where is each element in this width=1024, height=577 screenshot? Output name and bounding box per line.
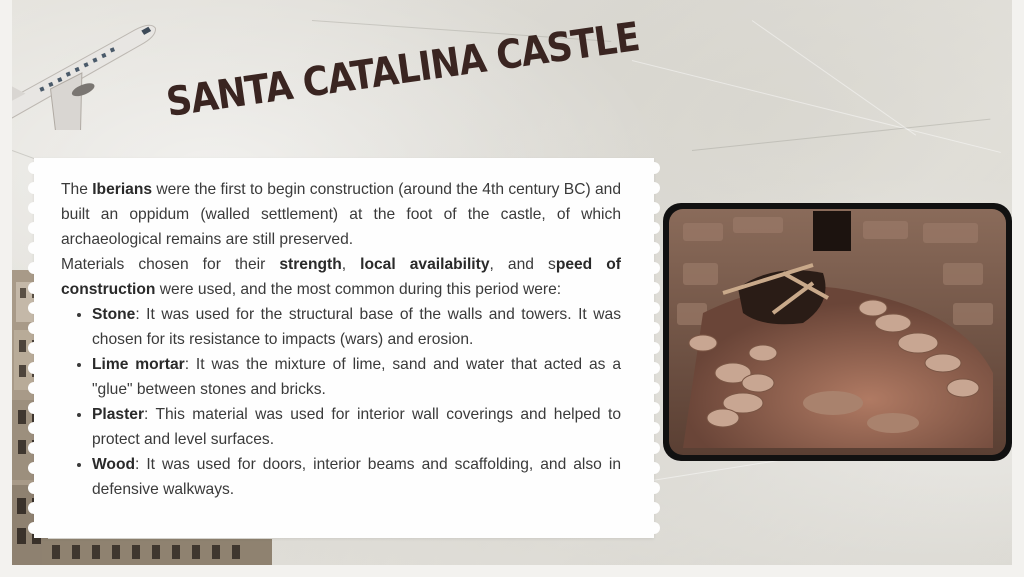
list-item-text: : This material was used for interior wall coverings and helped to protect and level surfaces. <box>92 406 621 448</box>
list-item <box>92 452 621 502</box>
intro-paragraph <box>61 177 621 252</box>
card-text <box>61 177 621 502</box>
materials-paragraph <box>61 252 621 302</box>
list-item-term: Wood <box>92 456 136 473</box>
intro-text: were the first to begin construction (around the 4th century BC) and built an oppidum (walled settlement) at the foot of the castle, of which archaeological remains are still preserved. <box>61 181 622 248</box>
list-item-term: Stone <box>92 306 136 323</box>
card-scalloped-edge <box>650 158 662 538</box>
list-item-term: Lime mortar <box>92 356 185 373</box>
list-item <box>92 402 621 452</box>
slide-title: SANTA CATALINA CASTLE <box>163 14 642 126</box>
intro-bold: Iberians <box>92 181 153 198</box>
list-item-text: : It was used for the structural base of the walls and towers. It was chosen for its resistance to impacts (wars) and erosion. <box>92 306 621 348</box>
bottom-bar <box>0 565 1024 577</box>
materials-text: were used, and the most common during this period were: <box>155 281 562 298</box>
excavation-photo-frame <box>663 203 1012 461</box>
materials-bold: strength <box>279 256 342 273</box>
materials-text: , <box>341 256 361 273</box>
intro-text: The <box>61 181 93 198</box>
slide-title-container <box>163 14 650 158</box>
paper-crease <box>632 60 1001 153</box>
materials-text: , and s <box>489 256 556 273</box>
list-item <box>92 352 621 402</box>
list-item <box>92 302 621 352</box>
paper-crease <box>752 20 916 136</box>
list-item-text: : It was used for doors, interior beams and scaffolding, and also in defensive walkways. <box>92 456 621 498</box>
content-card <box>34 158 654 538</box>
slide <box>12 0 1012 565</box>
materials-list <box>61 302 621 502</box>
building-collage-image <box>42 535 272 565</box>
airplane-icon <box>12 0 167 130</box>
materials-text: Materials chosen for their <box>61 256 280 273</box>
archaeological-excavation-photo <box>663 203 1012 461</box>
list-item-text: : It was the mixture of lime, sand and water that acted as a "glue" between stones and bricks. <box>92 356 621 398</box>
materials-bold: local availability <box>360 256 490 273</box>
list-item-term: Plaster <box>92 406 145 423</box>
card-scalloped-edge <box>26 158 38 538</box>
paper-crease <box>692 119 990 151</box>
materials-bold: peed of construction <box>61 256 621 298</box>
